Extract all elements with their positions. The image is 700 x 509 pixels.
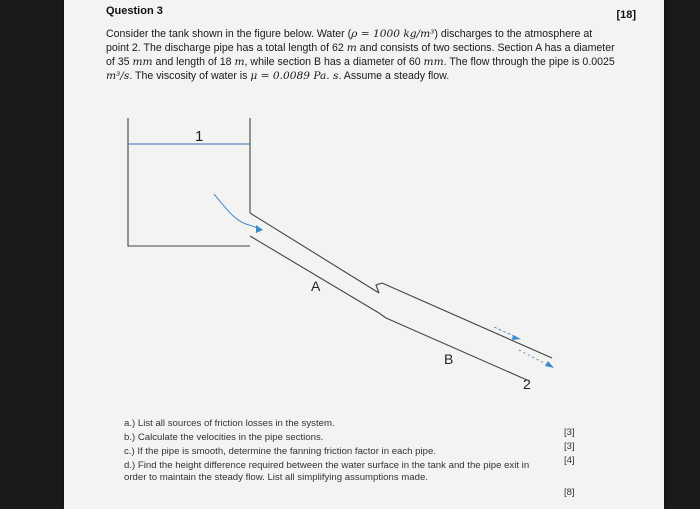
unit: m bbox=[234, 56, 245, 68]
subquestion-c-marks: [4] bbox=[564, 455, 575, 466]
subquestion-b-marks: [3] bbox=[564, 441, 575, 452]
point-2-label: 2 bbox=[523, 376, 531, 392]
question-sheet bbox=[64, 0, 664, 509]
viscosity-expression: μ = 0.0089 Pa. s bbox=[250, 70, 339, 82]
subquestion-a-marks: [3] bbox=[564, 427, 575, 438]
statement-text: ) discharges to the atmosphere at point 2. The discharge pipe has a total length of 62 bbox=[106, 28, 593, 54]
statement-text: and consists of two sections. Section A has a diameter of 35 bbox=[106, 42, 615, 68]
unit: m bbox=[346, 42, 357, 54]
section-a-label: A bbox=[311, 278, 321, 294]
subquestion-d-marks: [8] bbox=[564, 487, 575, 498]
statement-text: . Assume a steady flow. bbox=[338, 70, 450, 82]
subquestion-b: b.) Calculate the velocities in the pipe sections. bbox=[124, 432, 324, 443]
subquestion-list bbox=[64, 0, 664, 509]
statement-text: . The flow through the pipe is 0.0025 bbox=[443, 56, 615, 68]
total-marks: [18] bbox=[616, 9, 636, 21]
subquestion-d: d.) Find the height difference required between the water surface in the tank and the pipe exit in order to maintain the steady flow. List all simplifying assumptions made. bbox=[124, 460, 530, 483]
subquestion-a: a.) List all sources of friction losses in the system. bbox=[124, 418, 335, 429]
unit: m³/s bbox=[106, 70, 130, 82]
section-b-label: B bbox=[444, 351, 454, 367]
unit: mm bbox=[132, 56, 153, 68]
density-expression: ρ = 1000 kg/m³ bbox=[351, 28, 435, 40]
question-title: Question 3 bbox=[106, 5, 163, 17]
statement-text: Consider the tank shown in the figure below. Water ( bbox=[106, 28, 352, 40]
subquestion-c: c.) If the pipe is smooth, determine the fanning friction factor in each pipe. bbox=[124, 446, 436, 457]
statement-text: , while section B has a diameter of 60 bbox=[244, 56, 424, 68]
statement-text: . The viscosity of water is bbox=[129, 70, 251, 82]
statement-text: and length of 18 bbox=[152, 56, 235, 68]
point-1-label: 1 bbox=[195, 128, 204, 145]
unit: mm bbox=[423, 56, 444, 68]
